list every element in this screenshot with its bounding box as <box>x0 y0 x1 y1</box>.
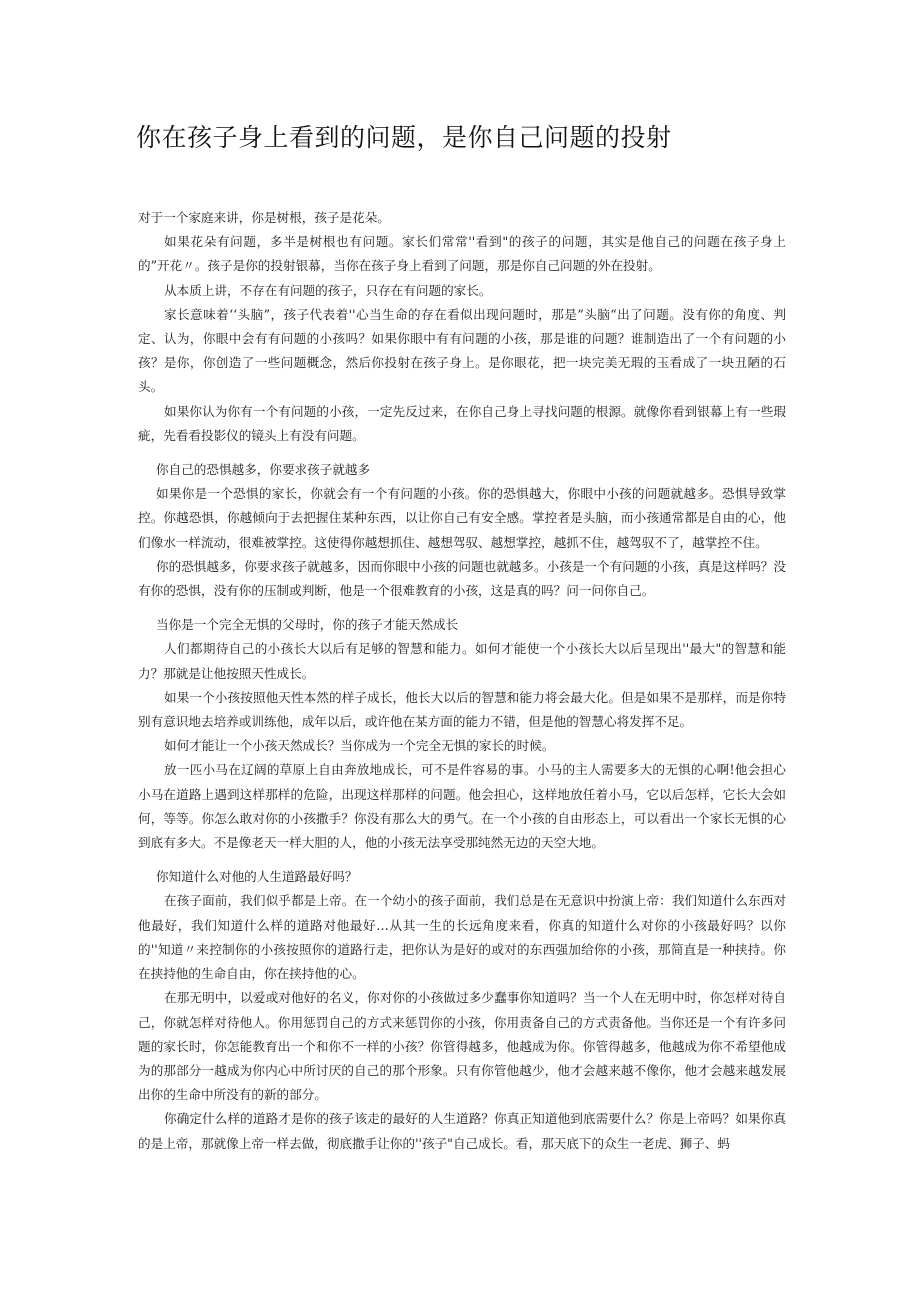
paragraph: 在那无明中，以爱或对他好的名义，你对你的小孩做过多少蠢事你知道吗？当一个人在无明中时，你怎样对待自己，你就怎样对待他人。你用惩罚自己的方式来惩罚你的小孩，你用责备自己的方式责备他。当你还是一个有许多问题的家长时，你怎能教育出一个和你不一样的小孩？你管得越多，他越成为你。你管得越多，他越成为你不希望他成为的那部分一越成为你内心中所讨厌的自己的那个形象。只有你管他越少，他才会越来越不像你，他才会越来越发展出你的生命中所没有的新的部分。 <box>138 990 786 1103</box>
document-body <box>138 206 786 1156</box>
section-heading: 当你是一个完全无惧的父母时，你的孩子才能天然成长 <box>156 617 459 633</box>
paragraph: 你确定什么样的道路才是你的孩子该走的最好的人生道路？你真正知道他到底需要什么？你是上帝吗？如果你真的是上帝，那就像上帝一样去做，彻底撒手让你的''孩子"自己成长。看，那天底下的众生一老虎、狮子、蚂 <box>138 1111 786 1151</box>
paragraph: 在孩子面前，我们似乎都是上帝。在一个幼小的孩子面前，我们总是在无意识中扮演上帝：我们知道什么东西对他最好，我们知道什么样的道路对他最好…从其一生的长远角度来看，你真的知道什么对你的小孩最好吗？以你的''知道〃来控制你的小孩按照你的道路行走，把你认为是好的或对的东西强加给你的小孩，那简直是一种挟持。你在挟持他的生命自由，你在挟持他的心。 <box>138 893 786 982</box>
paragraph: 如果一个小孩按照他天性本然的样子成长，他长大以后的智慧和能力将会最大化。但是如果不是那样，而是你特别有意识地去培养或训练他，成年以后，或许他在某方面的能力不错，但是他的智慧心将发挥不足。 <box>138 689 786 730</box>
paragraph: 家长意味着‘‘头脑”，孩子代表着''心当生命的存在看似出现问题时，那是”头脑“出了问题。没有你的角度、判定、认为，你眼中会有有问题的小孩吗？如果你眼中有有问题的小孩，那是谁的问题？谁制造出了一个有问题的小孩？是你，你创造了一些问题概念，然后你投射在孩子身上。是你眼花，把一块完美无瑕的玉看成了一块丑陋的石头。 <box>138 306 786 395</box>
paragraph: 人们都期待自己的小孩长大以后有足够的智慧和能力。如何才能使一个小孩长大以后呈现出''最大"的智慧和能力？那就是让他按照天性成长。 <box>138 641 786 681</box>
paragraph: 从本质上讲，不存在有问题的孩子，只存在有问题的家长。 <box>164 282 492 298</box>
paragraph: 放一匹小马在辽阔的草原上自由奔放地成长，可不是件容易的事。小马的主人需要多大的无惧的心啊!他会担心小马在道路上遇到这样那样的危险，出现这样那样的问题。他会担心，这样地放任着小马，它以后怎样，它长大会如何，等等。你怎么敢对你的小孩撒手？你没有那么大的勇气。在一个小孩的自由形态上，可以看出一个家长无惧的心到底有多大。不是像老天一样大胆的人，他的小孩无法享受那纯然无边的天空大地。 <box>138 762 786 851</box>
section-heading: 你知道什么对他的人生道路最好吗？ <box>156 869 358 885</box>
paragraph: 对于一个家庭来讲，你是树根，孩子是花朵。 <box>138 210 390 225</box>
paragraph: 如何才能让一个小孩天然成长？当你成为一个完全无惧的家长的时候。 <box>164 738 555 754</box>
paragraph: 你的恐惧越多，你要求孩子就越多，因而你眼中小孩的问题也就越多。小孩是一个有问题的小孩，真是这样吗？没有你的恐惧，没有你的压制或判断，他是一个很难教育的小孩，这是真的吗？问一问你自己。 <box>138 558 786 599</box>
paragraph: 如果你是一个恐惧的家长，你就会有一个有问题的小孩。你的恐惧越大，你眼中小孩的问题就越多。恐惧导致掌控。你越恐惧，你越倾向于去把握住某种东西，以让你自己有安全感。掌控者是头脑，而小孩通常都是自由的心，他们像水一样流动，很难被掌控。这使得你越想抓住、越想驾驭、越想掌控，越抓不住，越驾驭不了，越掌控不住。 <box>138 486 786 550</box>
paragraph: 如果花朵有问题，多半是树根也有问题。家长们常常''看到"的孩子的问题，其实是他自己的问题在孩子身上的”开花〃。孩子是你的投射银幕，当你在孩子身上看到了问题，那是你自己问题的外在投射。 <box>138 234 786 274</box>
paragraph: 如果你认为你有一个有问题的小孩，一定先反过来，在你自己身上寻找问题的根源。就像你看到银幕上有一些瑕疵，先看看投影仪的镜头上有没有问题。 <box>138 403 786 443</box>
section-heading: 你自己的恐惧越多，你要求孩子就越多 <box>156 462 371 478</box>
page-title: 你在孩子身上看到的问题，是你自己问题的投射 <box>136 123 672 152</box>
